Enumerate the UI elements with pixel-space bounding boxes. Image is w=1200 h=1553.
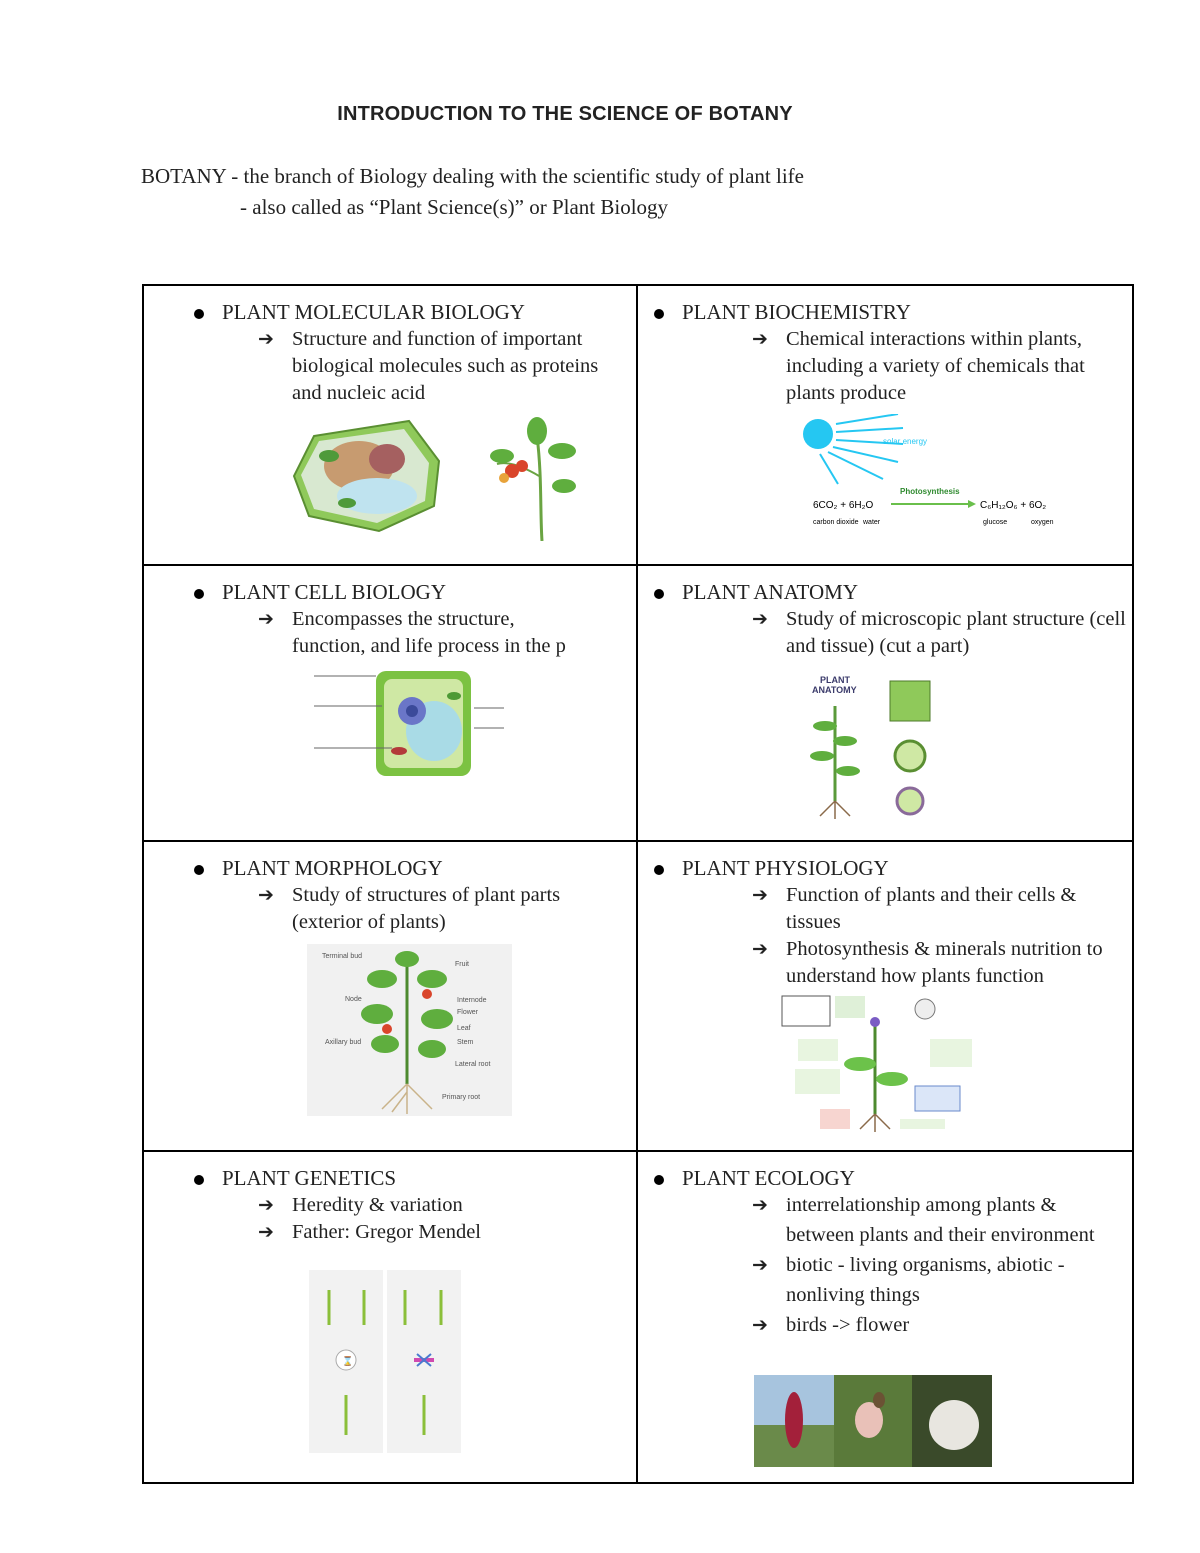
botany-alias: - also called as “Plant Science(s)” or Plant Biology bbox=[240, 195, 669, 219]
svg-text:PLANT: PLANT bbox=[820, 675, 850, 685]
list-item: ➔ Study of structures of plant parts (exterior of plants) bbox=[258, 884, 561, 933]
section-heading: PLANT GENETICS bbox=[222, 1166, 397, 1190]
list-item: ➔ Father: Gregor Mendel bbox=[292, 1219, 632, 1246]
list-item: ➔ birds -> flower bbox=[786, 1310, 1106, 1340]
list-item: ➔ Study of microscopic plant structure (cell and tissue) (cut a part) bbox=[752, 608, 1126, 657]
arrow-right-icon: ➔ bbox=[752, 884, 768, 906]
list-item: ➔ Photosynthesis & minerals nutrition to understand how plants function bbox=[752, 938, 1103, 987]
cell-cell-biology bbox=[143, 565, 637, 841]
svg-text:Internode: Internode bbox=[457, 997, 487, 1004]
list-item: ➔ Encompasses the structure, function, and life process in the p bbox=[258, 608, 566, 657]
section-heading: PLANT ANATOMY bbox=[682, 580, 858, 604]
list-item: ➔ Function of plants and their cells & tissues bbox=[752, 884, 1077, 933]
cell-biochemistry bbox=[637, 285, 1133, 565]
plant-physiology-figure bbox=[780, 994, 975, 1136]
photosynthesis-diagram bbox=[798, 414, 1068, 539]
section-heading: PLANT BIOCHEMISTRY bbox=[682, 300, 911, 324]
svg-text:carbon dioxide: carbon dioxide bbox=[813, 519, 859, 526]
svg-text:oxygen: oxygen bbox=[1031, 519, 1054, 526]
plant-cell-3d-figure bbox=[289, 411, 449, 536]
bullet-dot-icon bbox=[654, 865, 664, 875]
cell-physiology bbox=[637, 841, 1133, 1151]
section-heading: PLANT PHYSIOLOGY bbox=[682, 856, 889, 880]
svg-text:Leaf: Leaf bbox=[457, 1025, 471, 1032]
list-item: ➔ Heredity & variation bbox=[292, 1192, 632, 1219]
page-title: INTRODUCTION TO THE SCIENCE OF BOTANY bbox=[337, 103, 793, 125]
list-item: ➔ Chemical interactions within plants, including a variety of chemicals that plants produce bbox=[752, 328, 1085, 404]
svg-text:Stem: Stem bbox=[457, 1039, 474, 1046]
topics-table bbox=[142, 284, 1134, 1484]
svg-text:glucose: glucose bbox=[983, 519, 1008, 526]
plant-anatomy-figure bbox=[800, 671, 950, 821]
svg-text:Primary root: Primary root bbox=[442, 1094, 481, 1101]
plant-cell-figure bbox=[304, 666, 544, 781]
plant-morphology-figure bbox=[307, 944, 512, 1116]
list-item: ➔ biotic - living organisms, abiotic - nonliving things bbox=[786, 1250, 1106, 1310]
bullet-dot-icon bbox=[654, 589, 664, 599]
bullet-dot-icon bbox=[194, 865, 204, 875]
svg-text:ANATOMY: ANATOMY bbox=[812, 685, 857, 695]
svg-text:Terminal bud: Terminal bud bbox=[322, 953, 363, 960]
section-heading: PLANT MOLECULAR BIOLOGY bbox=[222, 300, 525, 324]
arrow-right-icon: ➔ bbox=[258, 1194, 274, 1216]
section-heading: PLANT MORPHOLOGY bbox=[222, 856, 443, 880]
svg-text:Flower: Flower bbox=[457, 1009, 479, 1016]
svg-text:Axillary bud: Axillary bud bbox=[325, 1039, 362, 1046]
arrow-right-icon: ➔ bbox=[258, 884, 274, 906]
svg-text:solar energy: solar energy bbox=[883, 437, 928, 446]
arrow-right-icon: ➔ bbox=[752, 938, 768, 960]
svg-text:Node: Node bbox=[345, 996, 362, 1003]
arrow-right-icon: ➔ bbox=[752, 1314, 768, 1336]
arrow-right-icon: ➔ bbox=[752, 608, 768, 630]
bullet-dot-icon bbox=[194, 589, 204, 599]
cell-ecology bbox=[637, 1151, 1133, 1483]
svg-text:6CO₂ + 6H₂O: 6CO₂ + 6H₂O bbox=[813, 500, 874, 511]
arrow-right-icon: ➔ bbox=[258, 328, 274, 350]
tomato-plant-figure bbox=[482, 416, 582, 541]
svg-text:C₆H₁₂O₆ + 6O₂: C₆H₁₂O₆ + 6O₂ bbox=[980, 500, 1047, 511]
section-heading: PLANT ECOLOGY bbox=[682, 1166, 855, 1190]
botany-definition: BOTANY - the branch of Biology dealing with the scientific study of plant life bbox=[141, 164, 804, 188]
svg-text:water: water bbox=[863, 519, 881, 526]
bullet-dot-icon bbox=[654, 1175, 664, 1185]
arrow-right-icon: ➔ bbox=[258, 1221, 274, 1243]
plant-genetics-figure bbox=[309, 1270, 461, 1453]
svg-text:Lateral root: Lateral root bbox=[455, 1061, 491, 1068]
bullet-dot-icon bbox=[654, 309, 664, 319]
bullet-dot-icon bbox=[194, 309, 204, 319]
arrow-right-icon: ➔ bbox=[258, 608, 274, 630]
section-heading: PLANT CELL BIOLOGY bbox=[222, 580, 446, 604]
cell-morphology bbox=[143, 841, 637, 1151]
cell-genetics bbox=[143, 1151, 637, 1483]
svg-text:⌛: ⌛ bbox=[342, 1356, 354, 1366]
svg-text:Fruit: Fruit bbox=[455, 961, 469, 968]
list-item: ➔ interrelationship among plants & between plants and their environment bbox=[786, 1190, 1106, 1250]
cell-anatomy bbox=[637, 565, 1133, 841]
bullet-dot-icon bbox=[194, 1175, 204, 1185]
arrow-right-icon: ➔ bbox=[752, 1254, 768, 1276]
cell-molecular-biology bbox=[143, 285, 637, 565]
arrow-right-icon: ➔ bbox=[752, 1194, 768, 1216]
svg-text:Photosynthesis: Photosynthesis bbox=[900, 487, 960, 496]
ecology-photos-figure bbox=[754, 1375, 992, 1467]
arrow-right-icon: ➔ bbox=[752, 328, 768, 350]
list-item: ➔ Structure and function of important biological molecules such as proteins and nucleic acid bbox=[258, 328, 599, 404]
